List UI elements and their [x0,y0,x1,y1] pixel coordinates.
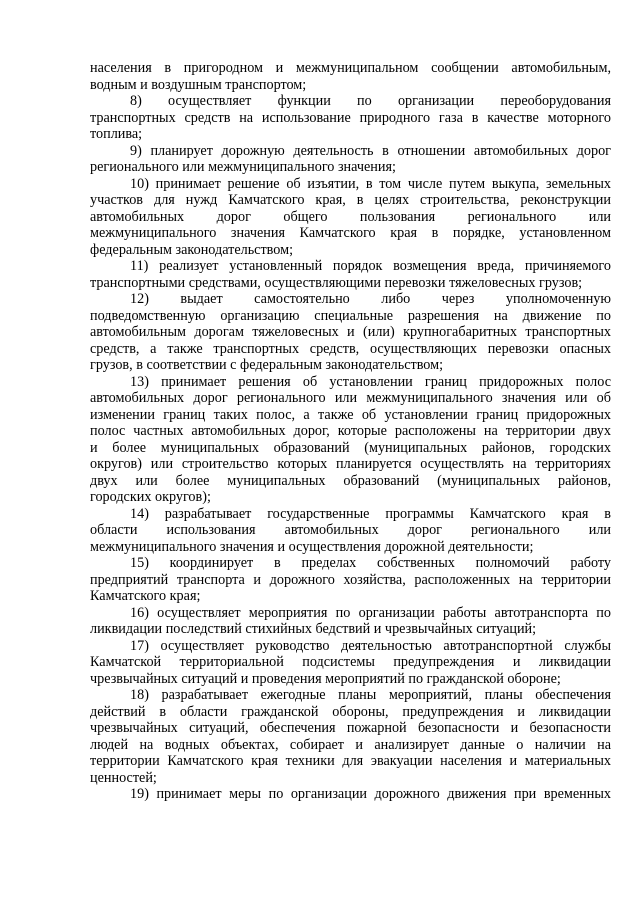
text-line: транспортными средствами, осуществляющими перевозки тяжеловесных грузов; [90,274,583,291]
text-line: автомобильных дорог общего пользования регионального или [90,208,611,225]
paragraph-p14 [90,506,611,556]
text-line: округов) или строительство которых планируется осуществлять на территориях [90,456,611,472]
text-line: предприятий транспорта и дорожного хозяйства, расположенных на территории [90,571,611,588]
text-line: городских округов); [90,489,211,505]
text-line: чрезвычайных ситуаций и проведения мероприятий по гражданской обороне; [90,670,561,687]
text-line: Камчатского края; [90,588,201,604]
text-line: федеральным законодательством; [90,241,294,258]
text-line: транспортных средств на использование природного газа в качестве моторного [90,109,611,126]
text-line: 18) разрабатывает ежегодные планы мероприятий, планы обеспечения [130,687,611,703]
text-line: Камчатской территориальной подсистемы предупреждения и ликвидации [90,654,611,670]
text-line: межмуниципального значения Камчатского края в порядке, установленном [90,225,611,241]
text-line: участков для нужд Камчатского края, в целях строительства, реконструкции [90,192,611,208]
text-line: автомобильным дорогам тяжеловесных и (или) крупногабаритных транспортных [90,324,611,340]
paragraph-p16 [90,605,611,638]
text-line: регионального или межмуниципального значения; [90,159,396,175]
text-line: 12) выдает самостоятельно либо через уполномоченную [130,291,611,307]
paragraph-p15 [90,555,611,605]
paragraph-p0 [90,60,611,93]
paragraph-p18 [90,687,611,786]
text-line: полос частных автомобильных дорог, которые расположены на территории двух [90,423,611,439]
paragraph-p12 [90,291,611,374]
text-line: и более муниципальных образований (муниципальных районов, городских [90,439,611,456]
text-line: 13) принимает решения об установлении границ придорожных полос [130,373,611,390]
text-line: населения в пригородном и межмуниципальном сообщении автомобильным, [90,60,611,76]
document-page [90,60,611,803]
text-line: изменении границ таких полос, а также об установлении границ придорожных [90,406,611,423]
text-line: 11) реализует установленный порядок возмещения вреда, причиняемого [130,258,611,274]
text-line: грузов, в соответствии с федеральным законодательством; [90,357,444,373]
text-line: ликвидации последствий стихийных бедствий и чрезвычайных ситуаций; [90,621,537,637]
paragraph-p19 [90,786,611,803]
text-line: 10) принимает решение об изъятии, в том числе путем выкупа, земельных [130,175,611,192]
text-line: межмуниципального значения и осуществления дорожной деятельности; [90,538,534,555]
paragraph-p17 [90,638,611,688]
text-line: 14) разрабатывает государственные программы Камчатского края в [130,505,611,522]
text-line: 8) осуществляет функции по организации переоборудования [130,93,611,109]
text-line: 19) принимает меры по организации дорожного движения при временных [130,786,611,802]
text-line: 16) осуществляет мероприятия по организации работы автотранспорта по [130,604,611,621]
paragraph-p10 [90,176,611,259]
text-line: 17) осуществляет руководство деятельностью автотранспортной службы [130,637,611,654]
text-line: действий в области гражданской обороны, предупреждения и ликвидации [90,703,611,720]
text-line: водным и воздушным транспортом; [90,76,307,93]
text-line: двух или более муниципальных образований (муниципальных районов, [90,472,611,489]
text-line: средств, а также транспортных средств, осуществляющих перевозки опасных [90,340,611,357]
text-line: территории Камчатского края техники для эвакуации населения и материальных [90,753,611,769]
text-line: чрезвычайных ситуаций, обеспечения пожарной безопасности и безопасности [90,720,611,736]
text-line: топлива; [90,126,143,142]
paragraph-p9 [90,143,611,176]
text-line: 15) координирует в пределах собственных полномочий работу [130,555,611,571]
text-line: 9) планирует дорожную деятельность в отношении автомобильных дорог [130,142,611,159]
text-line: ценностей; [90,769,157,786]
text-line: людей на водных объектах, собирает и анализирует данные о наличии на [90,736,611,753]
paragraph-p13 [90,374,611,506]
text-line: автомобильных дорог регионального или межмуниципального значения или об [90,390,611,406]
text-line: области использования автомобильных дорог регионального или [90,522,611,538]
paragraph-p8 [90,93,611,143]
paragraph-p11 [90,258,611,291]
text-line: подведомственную организацию специальные разрешения на движение по [90,307,611,324]
